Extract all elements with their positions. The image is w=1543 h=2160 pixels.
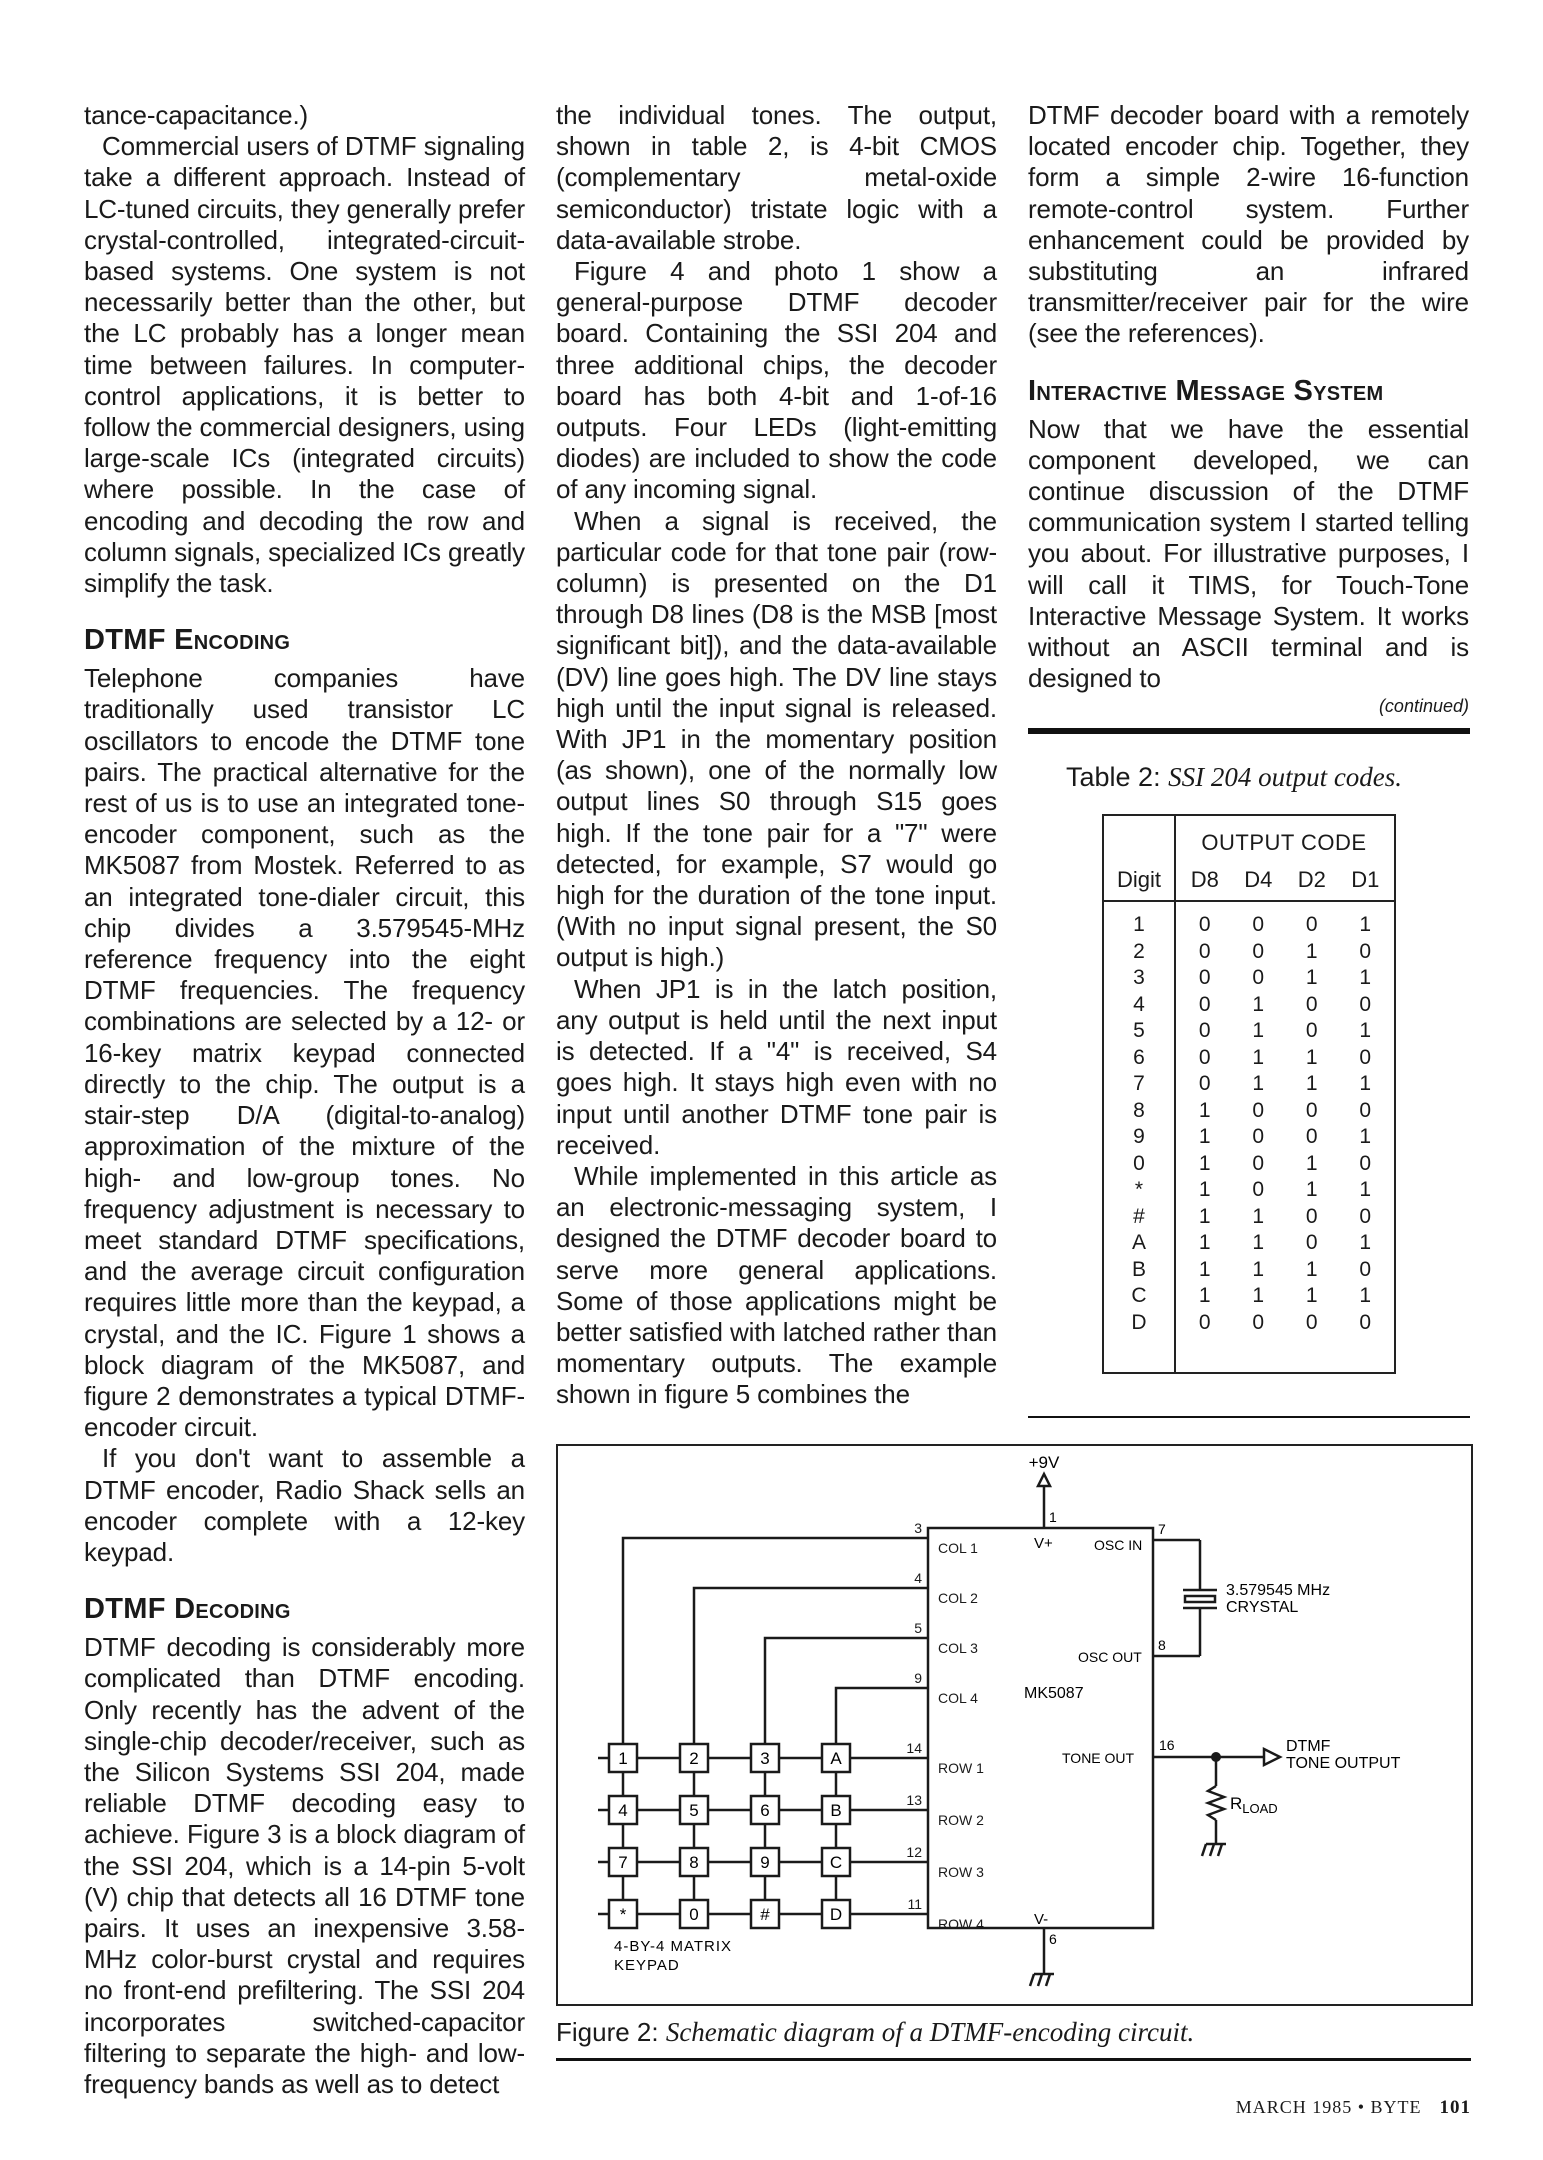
pin-label: COL 4 <box>938 1690 978 1706</box>
keypad-key-label: D <box>829 1905 843 1924</box>
bit-cell: 0 <box>1198 992 1211 1016</box>
bit-cell: 1 <box>1198 1231 1211 1254</box>
bit-cell: 1 <box>1359 1178 1372 1201</box>
keypad-key-label: A <box>830 1749 842 1768</box>
bit-cell: 0 <box>1198 966 1211 989</box>
bit-cell: 1 <box>1252 1231 1265 1254</box>
section-heading-decoding: DTMF Decoding <box>84 1593 291 1626</box>
pin-number: 9 <box>914 1670 922 1686</box>
keypad-key <box>822 1848 850 1876</box>
bit-cell: 0 <box>1359 1310 1372 1334</box>
pin-label: COL 1 <box>938 1540 978 1556</box>
bit-header: D1 <box>1351 867 1380 892</box>
bit-cell: 1 <box>1198 1125 1211 1148</box>
bit-header: D4 <box>1244 867 1273 892</box>
bit-cell: 0 <box>1305 1310 1318 1334</box>
bit-cell: 1 <box>1252 1045 1265 1069</box>
bit-cell: 0 <box>1252 939 1265 963</box>
supply-label: +9V <box>1028 1453 1060 1472</box>
digit-cell: * <box>1134 1178 1144 1201</box>
bit-cell: 0 <box>1252 1178 1265 1201</box>
digit-cell: 8 <box>1133 1098 1145 1122</box>
table-row <box>1104 912 1394 939</box>
osc-in-pin: 7 <box>1158 1521 1166 1537</box>
bit-cell: 1 <box>1359 1072 1372 1095</box>
table-row <box>1104 1018 1394 1045</box>
keypad-key <box>680 1744 708 1772</box>
bit-cell: 0 <box>1359 1045 1372 1069</box>
digit-cell: C <box>1131 1284 1147 1307</box>
bit-cell: 1 <box>1305 1151 1318 1175</box>
output-code-header: OUTPUT CODE <box>1201 830 1367 855</box>
vplus-pin: 1 <box>1049 1509 1057 1525</box>
bit-headers <box>1178 867 1392 893</box>
osc-out-label: OSC OUT <box>1078 1649 1142 1665</box>
table-row <box>1104 1124 1394 1151</box>
bit-cell: 0 <box>1252 1151 1265 1175</box>
bit-cell: 0 <box>1198 1072 1211 1095</box>
figure-2-schematic <box>556 1444 1473 2006</box>
digit-cell: 4 <box>1133 992 1145 1016</box>
pin-number: 11 <box>907 1896 922 1912</box>
keypad-key <box>680 1796 708 1824</box>
bit-cell: 0 <box>1198 1019 1211 1042</box>
bit-cell: 1 <box>1305 1284 1318 1307</box>
table-caption <box>1066 762 1402 793</box>
chip-label: MK5087 <box>1024 1685 1084 1702</box>
table-row <box>1104 1045 1394 1072</box>
keypad-key <box>609 1744 637 1772</box>
tone-out-label: TONE OUT <box>1062 1750 1135 1766</box>
vminus-pin: 6 <box>1049 1931 1057 1947</box>
bit-cell: 0 <box>1359 1204 1372 1228</box>
bit-cell: 0 <box>1305 913 1318 936</box>
digit-header: Digit <box>1116 867 1161 892</box>
keypad-key <box>751 1744 779 1772</box>
bit-cell: 1 <box>1252 1284 1265 1307</box>
paragraph: DTMF decoding is considerably more complicated than DTMF encoding. Only recently has the advent of the single-chip decoder/receiver, such as the Silicon Systems SSI 204, made reliable DTMF decoding easy to achieve. Figure 3 is a block diagram of the SSI 204, which is a 14-pin 5-volt (V) chip that detects all 16 DTMF tone pairs. It uses an inexpensive 3.58-MHz color-burst crystal and requires no front-end prefiltering. The SSI 204 incorporates switched-capacitor filtering to separate the high- and low-frequency bands as well as to detect <box>84 1632 525 2099</box>
keypad-key <box>680 1848 708 1876</box>
bit-cell: 0 <box>1359 939 1372 963</box>
bit-cell: 1 <box>1252 1204 1265 1228</box>
bit-cell: 0 <box>1198 913 1211 936</box>
paragraph: Telephone companies have traditionally used transistor LC oscillators to encode the DTMF tone pairs. The practical alternative for the rest of us is to use an integrated tone-encoder component, such as the MK5087 from Mostek. Referred to as an integrated tone-dialer circuit, this chip divides a 3.579545-MHz reference frequency into the eight DTMF frequencies. The frequency combinations are selected by a 12- or 16-key matrix keypad connected directly to the chip. The output is a stair-step D/A (digital-to-analog) approximation of the mixture of the high- and low-group tones. No frequency adjustment is necessary to meet standard DTMF specifications, and the average circuit configuration requires little more than the keypad, a crystal, and the IC. Figure 1 shows a block diagram of the MK5087, and figure 2 demonstrates a typical DTMF-encoder circuit. <box>84 663 525 1443</box>
bit-cell: 0 <box>1305 1019 1318 1042</box>
bit-cell: 0 <box>1359 992 1372 1016</box>
continued-note: (continued) <box>1378 696 1469 717</box>
figure-rule <box>556 2058 1471 2061</box>
bit-cell: 1 <box>1252 992 1265 1016</box>
keypad-key-label: C <box>829 1853 843 1872</box>
table-row <box>1104 1310 1394 1337</box>
table-row <box>1104 1257 1394 1284</box>
paragraph: tance-capacitance.) <box>84 100 309 130</box>
table-row <box>1104 1098 1394 1125</box>
bit-cell: 0 <box>1198 1045 1211 1069</box>
paragraph: When JP1 is in the latch position, any output is held until the next input is detected. If a "4" is received, S4 goes high. It stays high even with no input until another DTMF tone pair is received. <box>556 973 997 1160</box>
rload-label: $R_{LOAD}$ <box>1230 1794 1278 1816</box>
table-row <box>1104 1151 1394 1178</box>
output-label-dtmf: DTMF <box>1286 1738 1331 1755</box>
pin-label: ROW 3 <box>938 1864 984 1880</box>
table-row <box>1104 1283 1394 1310</box>
digit-cell: 0 <box>1133 1151 1145 1175</box>
keypad-key-label: 6 <box>760 1801 770 1820</box>
pin-number: 5 <box>914 1620 922 1636</box>
crystal-frequency: 3.579545 MHz <box>1226 1582 1331 1599</box>
keypad-label: 4-BY-4 MATRIX <box>614 1938 733 1955</box>
section-heading-encoding: DTMF Encoding <box>84 624 291 657</box>
bit-cell: 0 <box>1305 992 1318 1016</box>
bit-cell: 0 <box>1198 939 1211 963</box>
keypad-key <box>680 1900 708 1928</box>
keypad-label: KEYPAD <box>614 1957 680 1974</box>
bit-header: D2 <box>1297 867 1326 892</box>
issue-line: MARCH 1985 • BYTE <box>1235 2097 1422 2117</box>
figure-caption-prefix: Figure 2: <box>556 2017 666 2047</box>
bit-cell: 1 <box>1198 1151 1211 1175</box>
keypad-key <box>822 1900 850 1928</box>
keypad-key <box>751 1796 779 1824</box>
keypad-key-label: 5 <box>689 1801 699 1820</box>
output-label-tone: TONE OUTPUT <box>1286 1755 1401 1772</box>
paragraph: DTMF decoder board with a remotely located encoder chip. Together, they form a simple 2-wire 16-function remote-control system. Further enhancement could be provided by substituting an infrared transmitter/receiver pair for the wire (see the references). <box>1028 100 1469 349</box>
bit-cell: 0 <box>1252 966 1265 989</box>
table-row <box>1104 1071 1394 1098</box>
pin-label: COL 3 <box>938 1640 978 1656</box>
digit-cell: A <box>1131 1231 1146 1254</box>
table-row <box>1104 965 1394 992</box>
digit-cell: 2 <box>1133 939 1145 963</box>
keypad-key-label: 7 <box>618 1853 628 1872</box>
bit-cell: 1 <box>1252 1019 1265 1042</box>
bit-cell: 1 <box>1305 1072 1318 1095</box>
bit-cell: 1 <box>1252 1072 1265 1095</box>
pin-number: 4 <box>914 1570 922 1586</box>
bit-cell: 1 <box>1359 1284 1372 1307</box>
table-row <box>1104 939 1394 966</box>
digit-cell: 5 <box>1133 1019 1145 1042</box>
paragraph: Commercial users of DTMF signaling take a different approach. Instead of LC-tuned circuits, they generally prefer crystal-controlled, integrated-circuit-based systems. One system is not necessarily better than the other, but the LC probably has a longer mean time between failures. In computer-control applications, it is better to follow the commercial designers, using large-scale ICs (integrated circuits) where possible. In the case of encoding and decoding the row and column signals, specialized ICs greatly simplify the task. <box>84 131 525 599</box>
vminus-label: V- <box>1034 1911 1049 1928</box>
column-3 <box>1028 100 1469 717</box>
bit-cell: 0 <box>1359 1151 1372 1175</box>
table-caption-title: SSI 204 output codes. <box>1168 762 1403 792</box>
section-heading-interactive: Interactive Message System <box>1028 374 1384 407</box>
table-2 <box>1028 728 1470 1418</box>
bit-cell: 1 <box>1359 966 1372 989</box>
pin-label: ROW 2 <box>938 1812 984 1828</box>
table-row <box>1104 1230 1394 1257</box>
bit-cell: 1 <box>1198 1098 1211 1122</box>
digit-cell: 3 <box>1133 966 1145 989</box>
keypad-key-label: * <box>619 1905 627 1924</box>
pin-label: ROW 1 <box>938 1760 984 1776</box>
bit-cell: 1 <box>1359 1019 1372 1042</box>
digit-cell: B <box>1131 1257 1146 1281</box>
digit-cell: 7 <box>1133 1072 1145 1095</box>
bit-cell: 1 <box>1198 1204 1211 1228</box>
bit-cell: 1 <box>1305 966 1318 989</box>
keypad-key-label: 2 <box>689 1749 699 1768</box>
pin-label: ROW 4 <box>938 1916 984 1932</box>
bit-cell: 1 <box>1198 1257 1211 1281</box>
osc-in-label: OSC IN <box>1094 1537 1143 1553</box>
digit-cell: 9 <box>1133 1125 1145 1148</box>
bit-cell: 1 <box>1305 1178 1318 1201</box>
bit-header: D8 <box>1190 867 1219 892</box>
bit-cell: 0 <box>1305 1125 1318 1148</box>
digit-cell: 1 <box>1133 913 1145 936</box>
paragraph: Now that we have the essential component developed, we can continue discussion of the DTMF communication system I started telling you about. For illustrative purposes, I will call it TIMS, for Touch-Tone Interactive Message System. It works without an ASCII terminal and is designed to <box>1028 413 1469 694</box>
keypad-key-label: 9 <box>760 1853 770 1872</box>
keypad-key-label: 4 <box>618 1801 628 1820</box>
keypad-key-label: 1 <box>618 1749 628 1768</box>
osc-out-pin: 8 <box>1158 1637 1166 1653</box>
pin-number: 13 <box>906 1792 922 1808</box>
bit-cell: 0 <box>1359 1098 1372 1122</box>
pin-number: 14 <box>906 1740 922 1756</box>
keypad-key-label: # <box>760 1905 770 1924</box>
column-2 <box>556 100 997 1411</box>
bit-cell: 1 <box>1305 939 1318 963</box>
digit-cell: # <box>1133 1204 1145 1228</box>
column-1 <box>84 100 525 2100</box>
keypad-key-label: 0 <box>689 1905 699 1924</box>
bit-cell: 1 <box>1198 1178 1211 1201</box>
table-row <box>1104 992 1394 1019</box>
keypad <box>609 1744 850 1928</box>
pin-number: 3 <box>914 1520 922 1536</box>
bit-cell: 1 <box>1359 1231 1372 1254</box>
keypad-key-label: B <box>830 1801 842 1820</box>
keypad-key <box>609 1900 637 1928</box>
page-number: 101 <box>1439 2097 1471 2118</box>
bit-cell: 0 <box>1252 913 1265 936</box>
table-row <box>1104 1177 1394 1204</box>
figure-caption <box>556 2017 1194 2048</box>
keypad-key <box>609 1848 637 1876</box>
bit-cell: 1 <box>1305 1257 1318 1281</box>
keypad-key <box>822 1744 850 1772</box>
keypad-key <box>822 1796 850 1824</box>
bit-cell: 0 <box>1305 1231 1318 1254</box>
bit-cell: 1 <box>1305 1045 1318 1069</box>
keypad-key-label: 8 <box>689 1853 699 1872</box>
keypad-key <box>751 1848 779 1876</box>
bit-cell: 1 <box>1252 1257 1265 1281</box>
digit-cell: D <box>1131 1310 1147 1334</box>
bit-cell: 1 <box>1359 913 1372 936</box>
keypad-key <box>609 1796 637 1824</box>
output-code-table <box>1102 814 1396 1374</box>
schematic-svg <box>558 1446 1471 2004</box>
paragraph: Figure 4 and photo 1 show a general-purpose DTMF decoder board. Containing the SSI 204 and three additional chips, the decoder board has both 4-bit and 1-of-16 outputs. Four LEDs (light-emitting diodes) are included to show the code of any incoming signal. <box>556 256 997 505</box>
pin-label: COL 2 <box>938 1590 978 1606</box>
page-footer <box>1236 2097 1471 2119</box>
bit-cell: 0 <box>1359 1257 1372 1281</box>
bit-cell: 1 <box>1359 1125 1372 1148</box>
bit-cell: 0 <box>1305 1204 1318 1228</box>
bit-cell: 0 <box>1305 1098 1318 1122</box>
vplus-label: V+ <box>1034 1535 1053 1552</box>
pin-number: 12 <box>906 1844 922 1860</box>
code-rows <box>1104 912 1394 1336</box>
figure-caption-title: Schematic diagram of a DTMF-encoding circuit. <box>665 2017 1195 2047</box>
bit-cell: 1 <box>1198 1284 1211 1307</box>
paragraph: When a signal is received, the particular code for that tone pair (row-column) is presented on the D1 through D8 lines (D8 is the MSB [most significant bit]), and the data-available (DV) line goes high. The DV line stays high until the input signal is released. With JP1 in the momentary position (as shown), one of the normally low output lines S0 through S15 goes high. If the tone pair for a "7" were detected, for example, S7 would go high for the duration of the tone input. (With no input signal present, the S0 output is high.) <box>556 505 997 973</box>
tone-out-pin: 16 <box>1159 1737 1175 1753</box>
table-row <box>1104 1204 1394 1231</box>
crystal-label: CRYSTAL <box>1226 1599 1299 1616</box>
paragraph: If you don't want to assemble a DTMF encoder, Radio Shack sells an encoder complete with a 12-key keypad. <box>84 1443 525 1567</box>
bit-cell: 0 <box>1252 1125 1265 1148</box>
keypad-key <box>751 1900 779 1928</box>
table-caption-prefix: Table 2: <box>1066 762 1169 792</box>
keypad-key-label: 3 <box>760 1749 770 1768</box>
bit-cell: 0 <box>1198 1310 1211 1334</box>
bit-cell: 0 <box>1252 1098 1265 1122</box>
bit-cell: 0 <box>1252 1310 1265 1334</box>
paragraph: the individual tones. The output, shown in table 2, is 4-bit CMOS (complementary metal-oxide semiconductor) tristate logic with a data-available strobe. <box>556 100 997 255</box>
paragraph: While implemented in this article as an electronic-messaging system, I designed the DTMF decoder board to serve more general applications. Some of those applications might be better satisfied with latched rather than momentary outputs. The example shown in figure 5 combines the <box>556 1160 997 1410</box>
digit-cell: 6 <box>1133 1045 1145 1069</box>
